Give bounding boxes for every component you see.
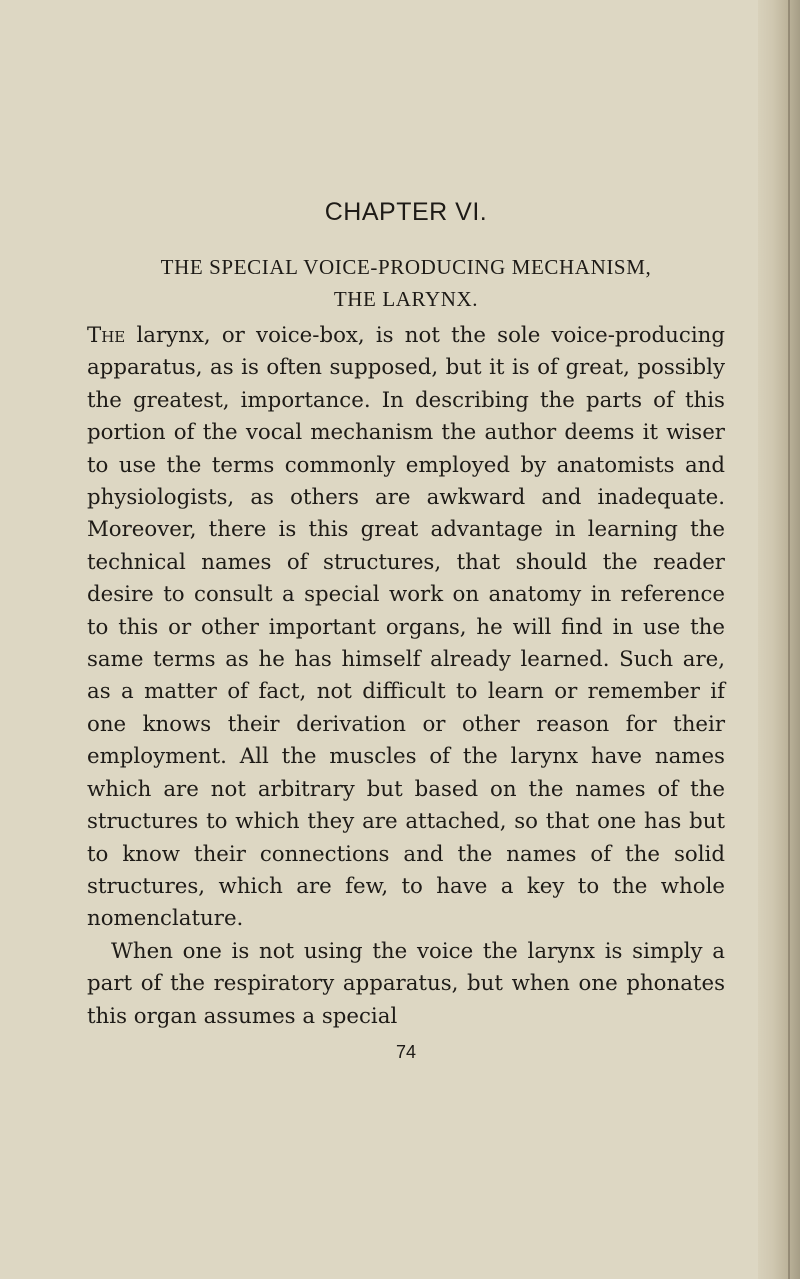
page-number: 74	[395, 1042, 417, 1062]
section-title-line-1: THE SPECIAL VOICE-PRODUCING MECHANISM,	[160, 255, 652, 279]
section-title-line-2: THE LARYNX.	[333, 287, 479, 311]
paragraph-2: When one is not using the voice the larynx is simply a part of the respiratory apparatus, but when one phonates this organ assumes a special	[87, 938, 725, 1029]
section-title	[87, 251, 725, 315]
body-text	[87, 320, 725, 1033]
paragraph-1-text: larynx, or voice-box, is not the sole voice-producing apparatus, as is often supposed, but it is of great, possibly the greatest, importance. In describing the parts of this portion of the vocal mechanism the author deems it wiser to use the terms commonly employed by anatomists and physiologists, as others are awkward and inadequate. Moreover, there is this great advantage in learning the technical names of structures, that should the reader desire to consult a special work on anatomy in reference to this or other important organs, he will find in use the same terms as he has himself already learned. Such are, as a matter of fact, not difficult to learn or remember if one knows their derivation or other reason for their employment. All the muscles of the larynx have names which are not arbitrary but based on the names of the structures to which they are attached, so that one has but to know their connections and the names of the solid structures, which are few, to have a key to the whole nomenclature.	[87, 323, 725, 932]
paragraph-1-lead-word: The	[87, 323, 126, 348]
page-edge-shadow	[758, 0, 800, 1279]
page-binding-line	[788, 0, 790, 1279]
chapter-heading: CHAPTER VI.	[324, 198, 488, 226]
paragraph-1	[87, 320, 725, 936]
